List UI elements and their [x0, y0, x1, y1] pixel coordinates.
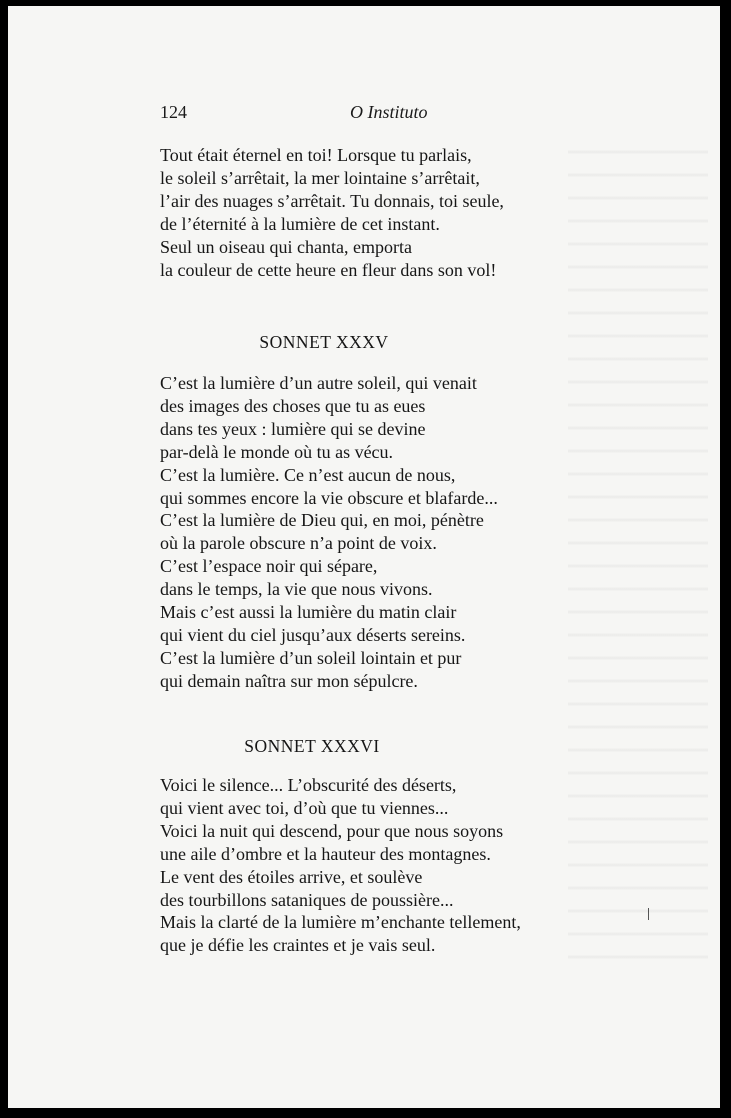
- sonnet-35-title: SONNET XXXV: [259, 332, 389, 352]
- poem-line: Voici le silence... L’obscurité des déserts,: [160, 775, 457, 795]
- poem-line: Mais c’est aussi la lumière du matin clair: [160, 602, 457, 623]
- poem-line: C’est la lumière d’un autre soleil, qui venait: [160, 373, 477, 393]
- poem-line: où la parole obscure n’a point de voix.: [160, 533, 437, 554]
- sonnet-36-body: [160, 774, 521, 957]
- poem-line: qui vient du ciel jusqu’aux déserts sereins.: [160, 624, 466, 645]
- poem-line: qui vient avec toi, d’où que tu viennes...: [160, 797, 449, 818]
- poem-line: des images des choses que tu as eues: [160, 395, 426, 416]
- intro-stanza: [160, 144, 504, 281]
- margin-mark: [648, 908, 649, 920]
- poem-line: Le vent des étoiles arrive, et soulève: [160, 866, 423, 887]
- poem-line: Voici la nuit qui descend, pour que nous soyons: [160, 820, 504, 841]
- page-number: 124: [160, 102, 187, 122]
- poem-line: que je défie les craintes et je vais seul.: [160, 935, 436, 956]
- poem-line: C’est la lumière d’un soleil lointain et pur: [160, 647, 462, 668]
- poem-line: Mais la clarté de la lumière m’enchante tellement,: [160, 912, 521, 933]
- poem-line: le soleil s’arrêtait, la mer lointaine s’arrêtait,: [160, 167, 480, 188]
- poem-line: des tourbillons sataniques de poussière...: [160, 889, 454, 910]
- poem-line: une aile d’ombre et la hauteur des montagnes.: [160, 843, 491, 864]
- poem-line: Seul un oiseau qui chanta, emporta: [160, 236, 412, 257]
- poem-line: dans le temps, la vie que nous vivons.: [160, 579, 433, 600]
- running-title: O Instituto: [350, 102, 428, 122]
- poem-line: la couleur de cette heure en fleur dans son vol!: [160, 259, 497, 280]
- poem-line: C’est l’espace noir qui sépare,: [160, 556, 378, 577]
- poem-line: C’est la lumière. Ce n’est aucun de nous,: [160, 464, 456, 485]
- poem-line: Tout était éternel en toi! Lorsque tu parlais,: [160, 145, 472, 165]
- book-page: [8, 6, 720, 1108]
- poem-line: par-delà le monde où tu as vécu.: [160, 441, 394, 462]
- poem-line: l’air des nuages s’arrêtait. Tu donnais, toi seule,: [160, 190, 504, 211]
- poem-line: qui sommes encore la vie obscure et blafarde...: [160, 487, 498, 508]
- poem-line: de l’éternité à la lumière de cet instant.: [160, 213, 440, 234]
- sonnet-36-title: SONNET XXXVI: [244, 736, 380, 756]
- poem-line: C’est la lumière de Dieu qui, en moi, pénètre: [160, 510, 484, 531]
- poem-line: dans tes yeux : lumière qui se devine: [160, 418, 426, 439]
- sonnet-35-body: [160, 372, 498, 693]
- poem-line: qui demain naîtra sur mon sépulcre.: [160, 670, 418, 691]
